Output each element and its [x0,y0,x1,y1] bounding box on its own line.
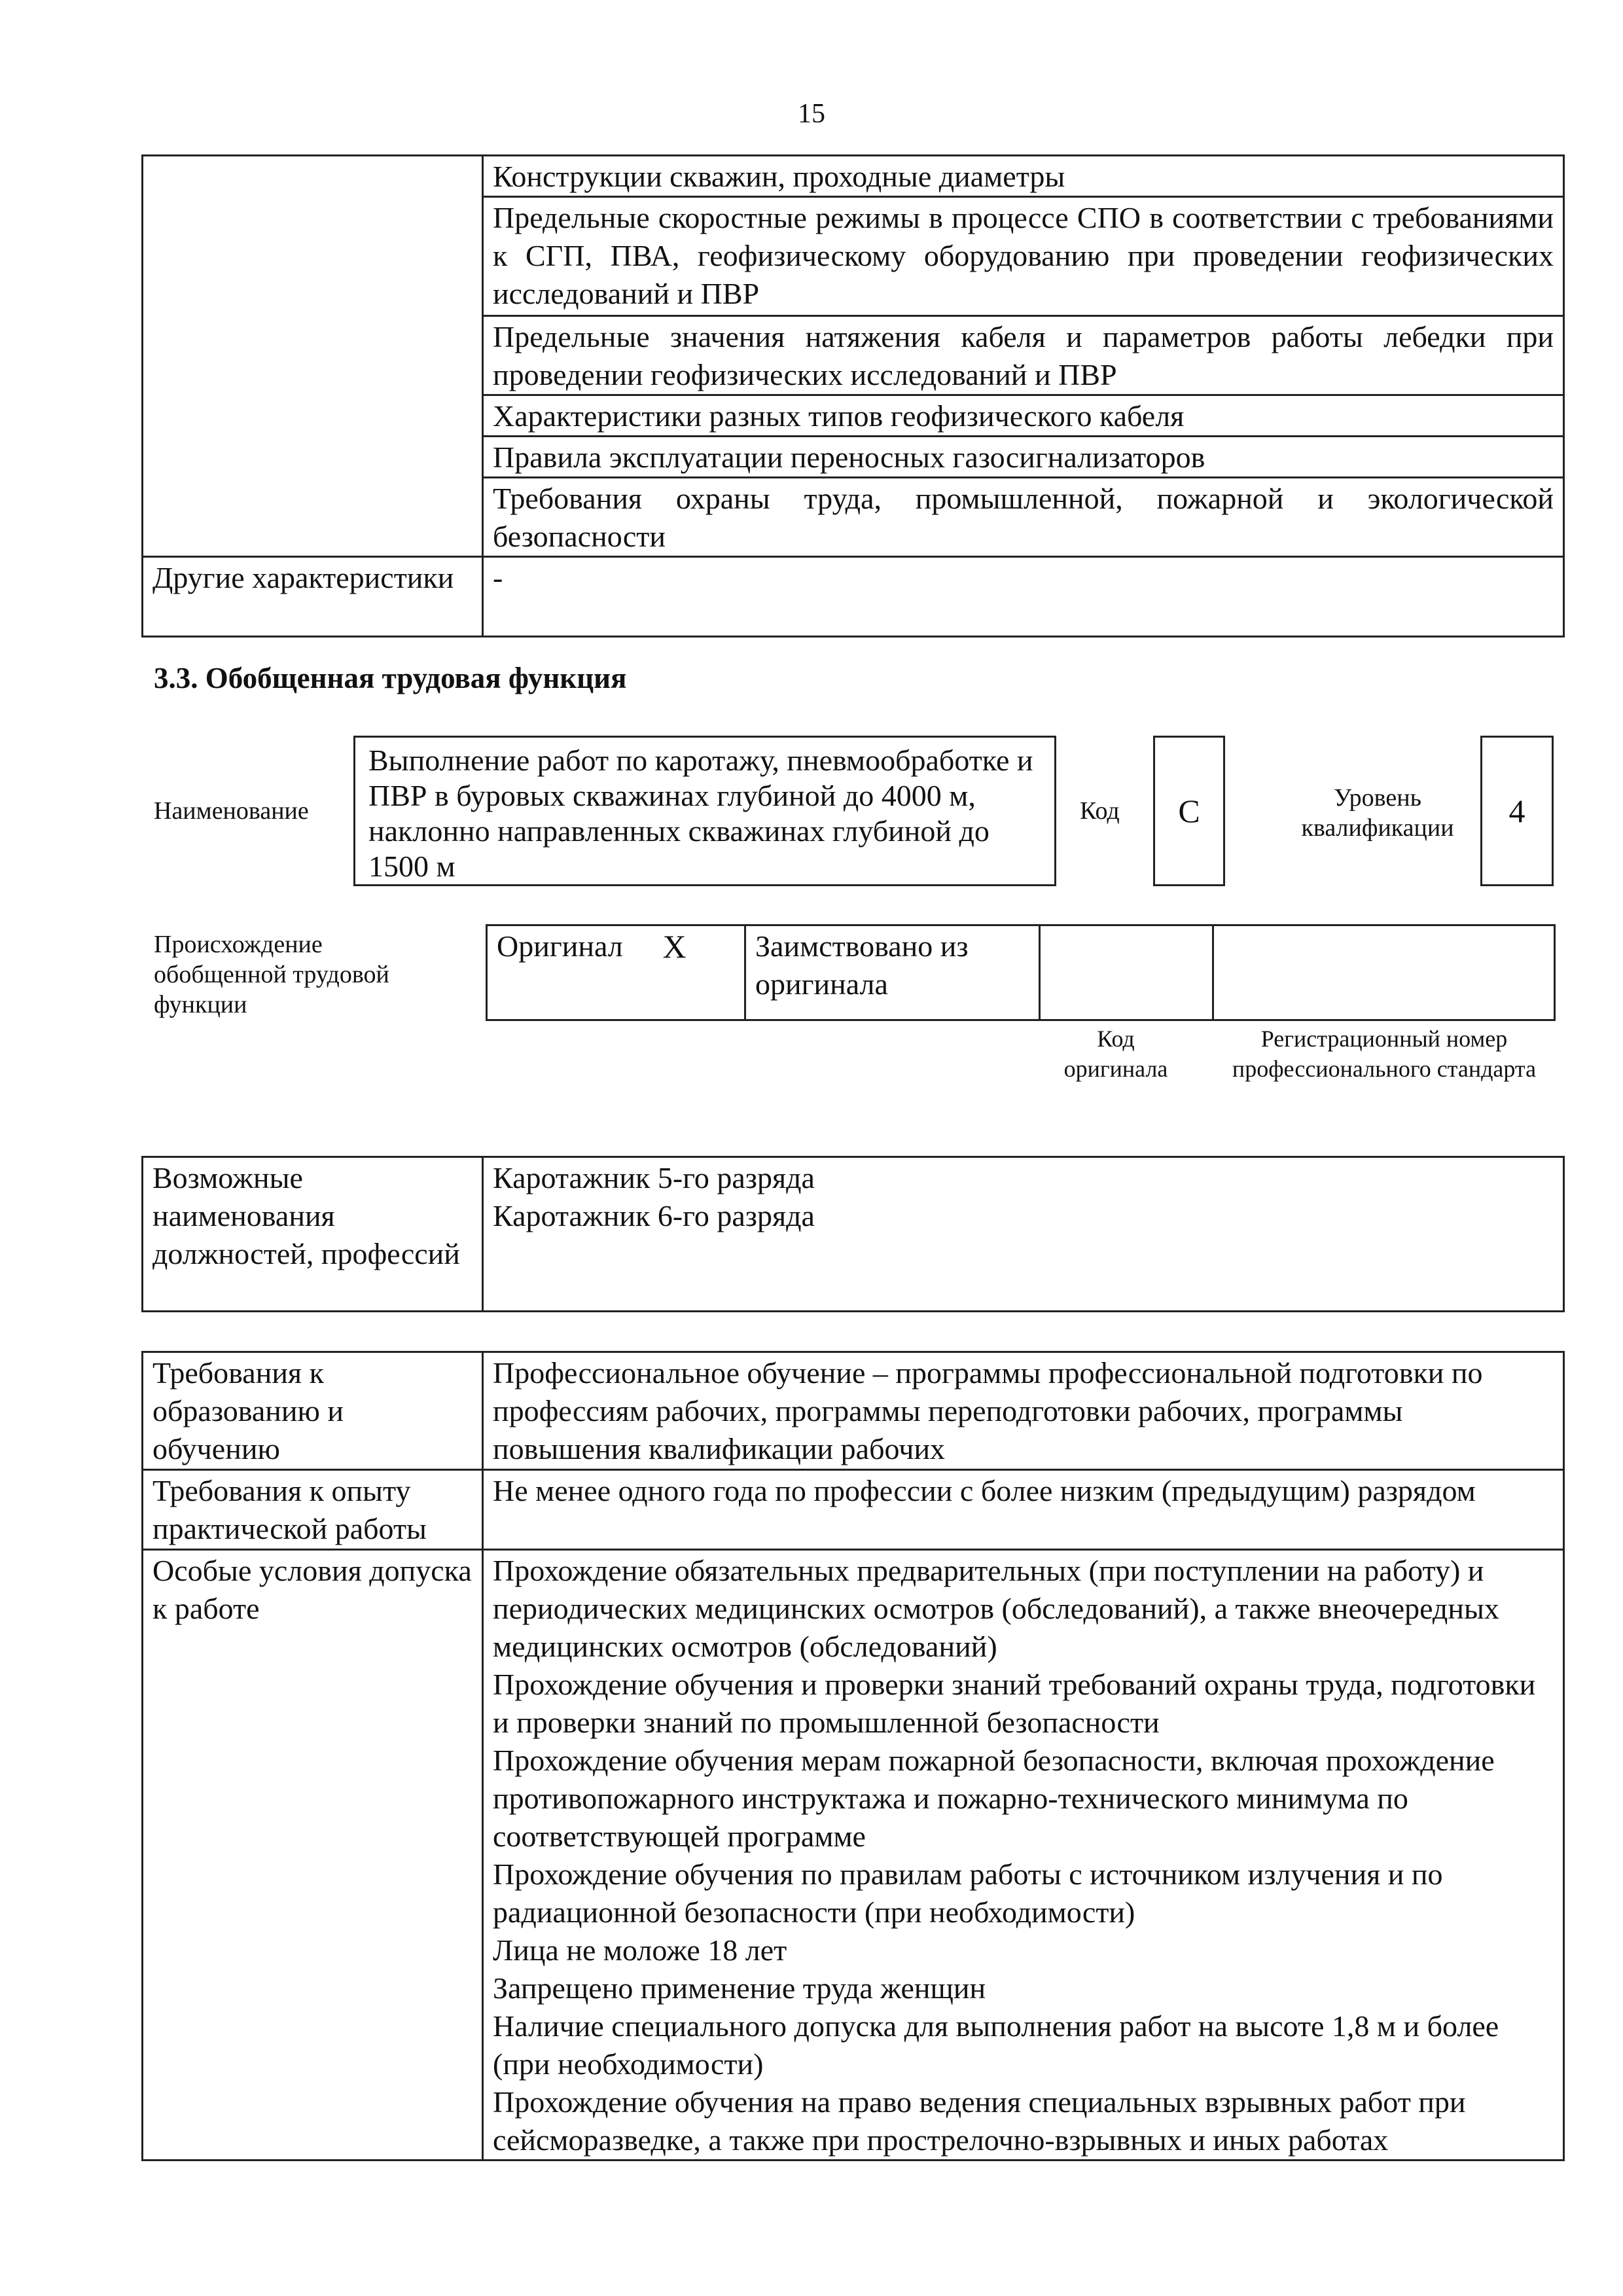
knowledge-item: Предельные значения натяжения кабеля и параметров работы лебедки при проведении геофизических исследований и ПВР [483,316,1564,395]
knowledge-item: Требования охраны труда, промышленной, пожарной и экологической безопасности [483,478,1564,557]
special-condition-item: Прохождение обучения на право ведения специальных взрывных работ при сейсморазведке, а также при прострелочно-взрывных и иных работах [493,2085,1466,2157]
knowledge-item: Предельные скоростные режимы в процессе СПО в соответствии с требованиями к СГП, ПВА, геофизическому оборудованию при проведении геофизических исследований и ПВР [483,197,1564,316]
special-condition-item: Прохождение обучения мерам пожарной безопасности, включая прохождение противопожарного инструктажа и пожарно-технического минимума по соответствующей программе [493,1744,1495,1853]
position-item: Каротажник 6-го разряда [493,1199,815,1232]
name-label: Наименование [154,797,309,825]
other-characteristics-value: - [483,557,1564,637]
experience-label: Требования к опыту практической работы [143,1470,483,1550]
experience-value: Не менее одного года по профессии с более низким (предыдущим) разрядом [483,1470,1564,1550]
function-name-value: Выполнение работ по каротажу, пневмообработке и ПВР в буровых скважинах глубиной до 4000 м, наклонно направленных скважинах глубиной до 1500 м [368,744,1033,883]
code-value: C [1178,793,1200,829]
education-label: Требования к образованию и обучению [143,1352,483,1470]
code-box [1153,736,1225,886]
page-number: 15 [798,99,825,129]
origin-label: Происхождение обобщенной трудовой функции [154,931,389,1018]
special-condition-item: Лица не моложе 18 лет [493,1933,787,1967]
special-condition-item: Прохождение обязательных предварительных (при поступлении на работу) и периодических медицинских осмотров (обследований), а также внеочередных медицинских осмотров (обследований) [493,1554,1499,1663]
special-condition-item: Прохождение обучения по правилам работы с источником излучения и по радиационной безопасности (при необходимости) [493,1857,1443,1929]
position-item: Каротажник 5-го разряда [493,1161,815,1194]
knowledge-item: Правила эксплуатации переносных газосигнализаторов [483,437,1564,478]
section-heading: 3.3. Обобщенная трудовая функция [154,662,627,694]
positions-values [483,1157,1564,1312]
requirements-table [141,1351,1565,2161]
special-conditions-label: Особые условия допуска к работе [143,1550,483,2161]
code-label: Код [1080,797,1120,825]
knowledge-label-cell [143,156,483,557]
education-value: Профессиональное обучение – программы профессиональной подготовки по профессиям рабочих, программы переподготовки рабочих, программы повышения квалификации рабочих [483,1352,1564,1470]
function-name-box [353,736,1056,886]
special-condition-item: Наличие специального допуска для выполнения работ на высоте 1,8 м и более (при необходимости) [493,2009,1499,2081]
special-conditions-values [483,1550,1564,2161]
special-condition-item: Прохождение обучения и проверки знаний требований охраны труда, подготовки и проверки знаний по промышленной безопасности [493,1668,1536,1739]
borrowed-label: Заимствовано из оригинала [745,925,1040,1020]
origin-table [486,924,1556,1021]
positions-label: Возможные наименования должностей, профессий [143,1157,483,1312]
special-condition-item: Запрещено применение труда женщин [493,1971,986,2005]
code-caption: Код оригинала [1063,1026,1168,1082]
level-value: 4 [1508,793,1525,829]
original-label: Оригинал [487,925,654,1020]
knowledge-item: Характеристики разных типов геофизического кабеля [483,395,1564,437]
registration-caption: Регистрационный номер профессионального стандарта [1232,1026,1537,1082]
knowledge-item: Конструкции скважин, проходные диаметры [483,156,1564,197]
level-box [1480,736,1554,886]
positions-table [141,1156,1565,1312]
level-label: Уровень квалификации [1301,784,1454,842]
registration-number-cell [1213,925,1555,1020]
other-characteristics-label: Другие характеристики [143,557,483,637]
original-code-cell [1040,925,1213,1020]
original-mark: X [654,925,745,1020]
knowledge-table [141,154,1565,637]
